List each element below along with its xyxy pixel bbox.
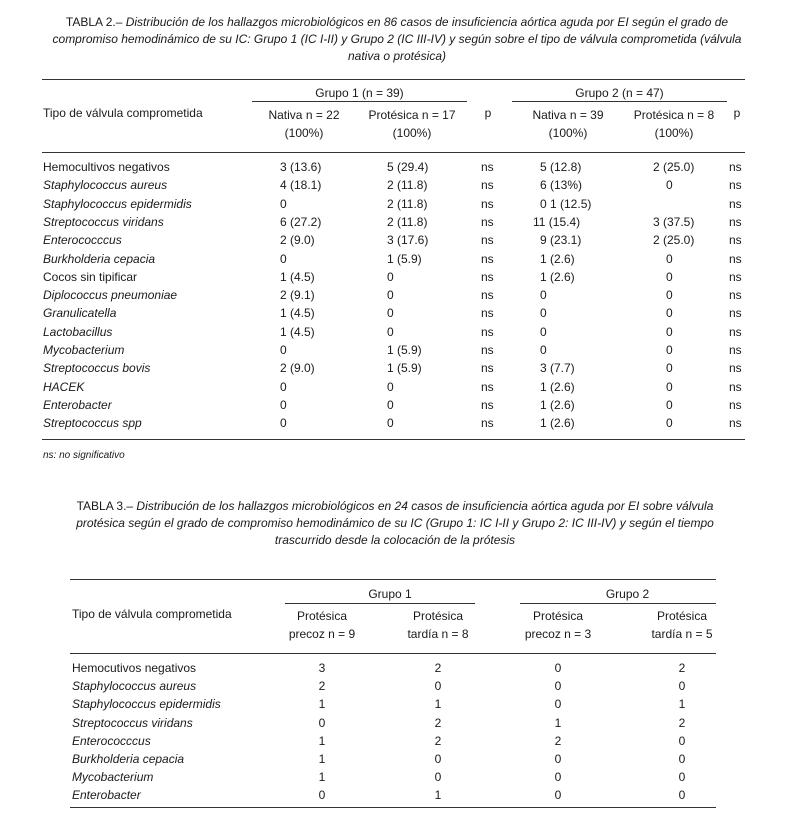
g2-nativa-value: 9 (23.1) (540, 233, 582, 248)
g2-protesica-value: 0 (666, 251, 673, 266)
table2-g1-protesica-header (360, 106, 464, 142)
row-label: Lactobacillus (43, 324, 113, 339)
g1-protesica-value: 0 (387, 269, 394, 284)
p1-value: ns (481, 397, 494, 412)
p1-value: ns (481, 361, 494, 376)
g2-nativa-value: 11 (15.4) (533, 214, 581, 229)
col3-value: 0 (554, 752, 562, 766)
p1-value: ns (481, 379, 494, 394)
g1-protesica-value: 1 (5.9) (387, 361, 422, 376)
col4-value: 1 (678, 697, 686, 712)
p1-value: ns (481, 251, 494, 266)
col3-value: 0 (554, 788, 562, 803)
p2-value: ns (729, 251, 742, 266)
col2-value: 1 (434, 788, 442, 803)
p2-value: ns (729, 288, 742, 303)
table2-caption (52, 14, 742, 65)
g1-protesica-value: 0 (387, 306, 394, 321)
col2-value: 0 (434, 770, 442, 785)
table3-col1-l1: Protésica (296, 609, 348, 623)
g1-protesica-value: 1 (5.9) (387, 343, 422, 357)
table3-col1-l2: precoz n = 9 (288, 627, 356, 641)
g1-protesica-value: 0 (387, 288, 394, 303)
table2-g2-protesica-header (622, 106, 726, 142)
col4-value: 0 (678, 752, 686, 766)
table2-group1-rule (252, 101, 467, 102)
p1-value: ns (481, 214, 494, 229)
g2-nativa-value: 3 (7.7) (540, 361, 575, 376)
table2-p2-header: p (733, 106, 741, 120)
table3-col1-header (272, 607, 372, 643)
table3-group1-header: Grupo 1 (368, 587, 412, 601)
g1-protesica-value: 0 (387, 397, 394, 412)
row-label: Enterococccus (43, 233, 122, 248)
col4-value: 2 (678, 715, 686, 730)
p1-value: ns (481, 196, 494, 211)
table2-header-rule (42, 152, 745, 153)
table3-col2-header (388, 607, 488, 643)
col1-value: 1 (318, 697, 326, 712)
col1-value: 1 (318, 752, 326, 766)
row-label: Staphylococcus aureus (72, 679, 197, 694)
p1-value: ns (481, 306, 494, 321)
table3-group1-rule (285, 603, 475, 604)
col3-value: 0 (554, 679, 562, 694)
row-label: Hemocultivos negativos (43, 160, 170, 174)
col2-value: 2 (434, 715, 442, 730)
col4-value: 2 (678, 661, 686, 675)
table2-g1-protesica-l1: Protésica n = 17 (368, 108, 456, 122)
g2-protesica-value: 3 (37.5) (653, 214, 695, 229)
row-label: Enterobacter (43, 397, 112, 412)
col2-value: 0 (434, 679, 442, 694)
table3-row-header: Tipo de válvula comprometida (72, 607, 232, 621)
col2-value: 2 (434, 661, 442, 675)
p2-value: ns (729, 214, 742, 229)
g1-protesica-value: 0 (387, 379, 394, 394)
table3-caption (64, 498, 726, 549)
g2-protesica-value: 0 (666, 343, 673, 357)
g1-nativa-value: 1 (4.5) (280, 306, 315, 321)
col3-value: 1 (554, 715, 562, 730)
g1-nativa-value: 2 (9.0) (280, 233, 315, 248)
row-label: Streptococcus viridans (43, 214, 164, 229)
table2-g2-nativa-l2: (100%) (548, 126, 588, 140)
g1-nativa-value: 2 (9.0) (280, 361, 315, 376)
row-label: Enterococccus (72, 733, 151, 748)
table2-g2-protesica-l1: Protésica n = 8 (633, 108, 715, 122)
p2-value: ns (729, 343, 742, 357)
row-label: Hemocutivos negativos (72, 661, 197, 675)
col3-value: 2 (554, 733, 562, 748)
row-label: Burkholderia cepacia (72, 752, 185, 766)
p1-value: ns (481, 160, 494, 174)
table2-p1-header: p (484, 106, 492, 120)
g1-protesica-value: 2 (11.8) (387, 196, 428, 211)
table2-caption-text: Distribución de los hallazgos microbiológicos en 86 casos de insuficiencia aórtica aguda por EI según el grado de compromiso hemodinámico de su IC: Grupo 1 (IC I-II) y Grupo 2 (IC III-IV) y según sobre el tipo de válvula comprometida (válvula nativa o protésica) (52, 15, 742, 63)
p2-value: ns (729, 379, 742, 394)
table2-group2-rule (512, 101, 727, 102)
row-label: Cocos sin tipificar (43, 269, 138, 284)
table2-g2-nativa-l1: Nativa n = 39 (532, 108, 604, 122)
col4-value: 0 (678, 733, 686, 748)
col4-value: 0 (678, 770, 686, 785)
table3-col3-header (508, 607, 608, 643)
table3-caption-text: Distribución de los hallazgos microbiológicos en 24 casos de insuficiencia aórtica aguda por EI sobre válvula protésica según el grado de compromiso hemodinámico de su IC (Grupo 1: IC I-II y Grupo 2: IC III-IV) y según el tiempo trascurrido desde la colocación de la prótesis (76, 499, 714, 547)
table2-bottom-rule (42, 439, 745, 440)
table3-col4-l1: Protésica (656, 609, 708, 623)
g1-nativa-value: 1 (4.5) (280, 269, 315, 284)
table2-g2-protesica-l2: (100%) (654, 126, 694, 140)
col3-value: 0 (554, 661, 562, 675)
g1-protesica-value: 1 (5.9) (387, 251, 422, 266)
p2-value: ns (729, 306, 742, 321)
row-label: Enterobacter (72, 788, 141, 803)
g2-nativa-value: 0 1 (12.5) (540, 196, 592, 211)
row-label: Burkholderia cepacia (43, 251, 156, 266)
table3-col4-header (632, 607, 732, 643)
col1-value: 3 (318, 661, 326, 675)
g1-nativa-value: 0 (280, 379, 287, 394)
g2-nativa-value: 1 (2.6) (540, 251, 575, 266)
table2-top-rule (42, 79, 745, 80)
g2-protesica-value: 0 (666, 306, 673, 321)
table3-col3-l2: precoz n = 3 (524, 627, 592, 641)
p2-value: ns (729, 233, 742, 248)
row-label: Streptococcus bovis (43, 361, 151, 376)
g2-nativa-value: 0 (540, 324, 547, 339)
g2-protesica-value: 0 (666, 324, 673, 339)
table3-group2-rule (520, 603, 716, 604)
g2-protesica-value: 0 (666, 416, 673, 431)
g1-nativa-value: 6 (27.2) (280, 214, 322, 229)
p1-value: ns (481, 343, 494, 357)
g2-nativa-value: 1 (2.6) (540, 269, 575, 284)
table2-group1-header: Grupo 1 (n = 39) (315, 86, 404, 100)
p2-value: ns (729, 361, 742, 376)
row-label: Diplococcus pneumoniae (43, 288, 178, 303)
table2-g1-nativa-l2: (100%) (284, 126, 324, 140)
col1-value: 0 (318, 788, 326, 803)
table3-bottom-rule (70, 807, 716, 808)
table2-g1-nativa-l1: Nativa n = 22 (268, 108, 340, 122)
g1-protesica-value: 3 (17.6) (387, 233, 429, 248)
g1-nativa-value: 0 (280, 251, 287, 266)
row-label: Granulicatella (43, 306, 117, 321)
table3-caption-label: TABLA 3.– (76, 499, 134, 513)
row-label: Mycobacterium (43, 343, 125, 357)
g1-protesica-value: 2 (11.8) (387, 178, 428, 193)
p1-value: ns (481, 288, 494, 303)
g2-protesica-value: 0 (666, 379, 673, 394)
g2-protesica-value: 0 (666, 269, 673, 284)
g2-nativa-value: 5 (12.8) (540, 160, 582, 174)
g2-nativa-value: 0 (540, 288, 547, 303)
col2-value: 2 (434, 733, 442, 748)
g2-protesica-value: 2 (25.0) (653, 160, 695, 174)
p1-value: ns (481, 178, 494, 193)
row-label: Mycobacterium (72, 770, 154, 785)
g1-nativa-value: 3 (13.6) (280, 160, 322, 174)
g2-protesica-value: 0 (666, 361, 673, 376)
p2-value: ns (729, 160, 742, 174)
table3-col4-l2: tardía n = 5 (651, 627, 713, 641)
g1-nativa-value: 0 (280, 397, 287, 412)
col1-value: 1 (318, 733, 326, 748)
g1-protesica-value: 0 (387, 416, 394, 431)
p2-value: ns (729, 397, 742, 412)
g2-nativa-value: 1 (2.6) (540, 397, 575, 412)
col1-value: 1 (318, 770, 326, 785)
table3-col3-l1: Protésica (532, 609, 584, 623)
table3-col2-l2: tardía n = 8 (407, 627, 469, 641)
g1-nativa-value: 4 (18.1) (280, 178, 322, 193)
p2-value: ns (729, 416, 742, 431)
table2-g1-protesica-l2: (100%) (392, 126, 432, 140)
col4-value: 0 (678, 788, 686, 803)
col3-value: 0 (554, 770, 562, 785)
p1-value: ns (481, 233, 494, 248)
col1-value: 0 (318, 715, 326, 730)
row-label: Staphylococcus aureus (43, 178, 168, 193)
table2-footnote: ns: no significativo (43, 450, 125, 461)
g2-nativa-value: 0 (540, 306, 547, 321)
table2-caption-label: TABLA 2.– (65, 15, 123, 29)
g1-nativa-value: 0 (280, 343, 287, 357)
g2-protesica-value: 0 (666, 288, 673, 303)
g2-protesica-value: 0 (666, 178, 673, 193)
g1-protesica-value: 5 (29.4) (387, 160, 429, 174)
g1-protesica-value: 2 (11.8) (387, 214, 428, 229)
row-label: HACEK (43, 379, 85, 394)
p1-value: ns (481, 269, 494, 284)
g1-nativa-value: 1 (4.5) (280, 324, 315, 339)
p2-value: ns (729, 324, 742, 339)
table2-group2-header: Grupo 2 (n = 47) (575, 86, 664, 100)
g1-protesica-value: 0 (387, 324, 394, 339)
table2-g1-nativa-header (254, 106, 354, 142)
g2-nativa-value: 6 (13%) (540, 178, 583, 193)
g1-nativa-value: 2 (9.1) (280, 288, 315, 303)
g2-protesica-value: 0 (666, 397, 673, 412)
col2-value: 1 (434, 697, 442, 712)
p1-value: ns (481, 324, 494, 339)
p1-value: ns (481, 416, 494, 431)
p2-value: ns (729, 196, 742, 211)
col3-value: 0 (554, 697, 562, 712)
p2-value: ns (729, 269, 742, 284)
g1-nativa-value: 0 (280, 196, 287, 211)
col1-value: 2 (318, 679, 326, 694)
table3-top-rule (70, 579, 716, 580)
table2-g2-nativa-header (518, 106, 618, 142)
g2-nativa-value: 0 (540, 343, 547, 357)
g1-nativa-value: 0 (280, 416, 287, 431)
row-label: Streptococcus spp (43, 416, 142, 431)
g2-protesica-value: 2 (25.0) (653, 233, 695, 248)
col4-value: 0 (678, 679, 686, 694)
table2-row-header: Tipo de válvula comprometida (43, 106, 203, 120)
g2-nativa-value: 1 (2.6) (540, 416, 575, 431)
p2-value: ns (729, 178, 742, 193)
row-label: Staphylococcus epidermidis (72, 697, 221, 712)
g2-nativa-value: 1 (2.6) (540, 379, 575, 394)
row-label: Staphylococcus epidermidis (43, 196, 192, 211)
table3-group2-header: Grupo 2 (605, 587, 650, 601)
table3-col2-l1: Protésica (412, 609, 464, 623)
col2-value: 0 (434, 752, 442, 766)
row-label: Streptococcus viridans (72, 715, 193, 730)
table3-header-rule (70, 653, 716, 654)
